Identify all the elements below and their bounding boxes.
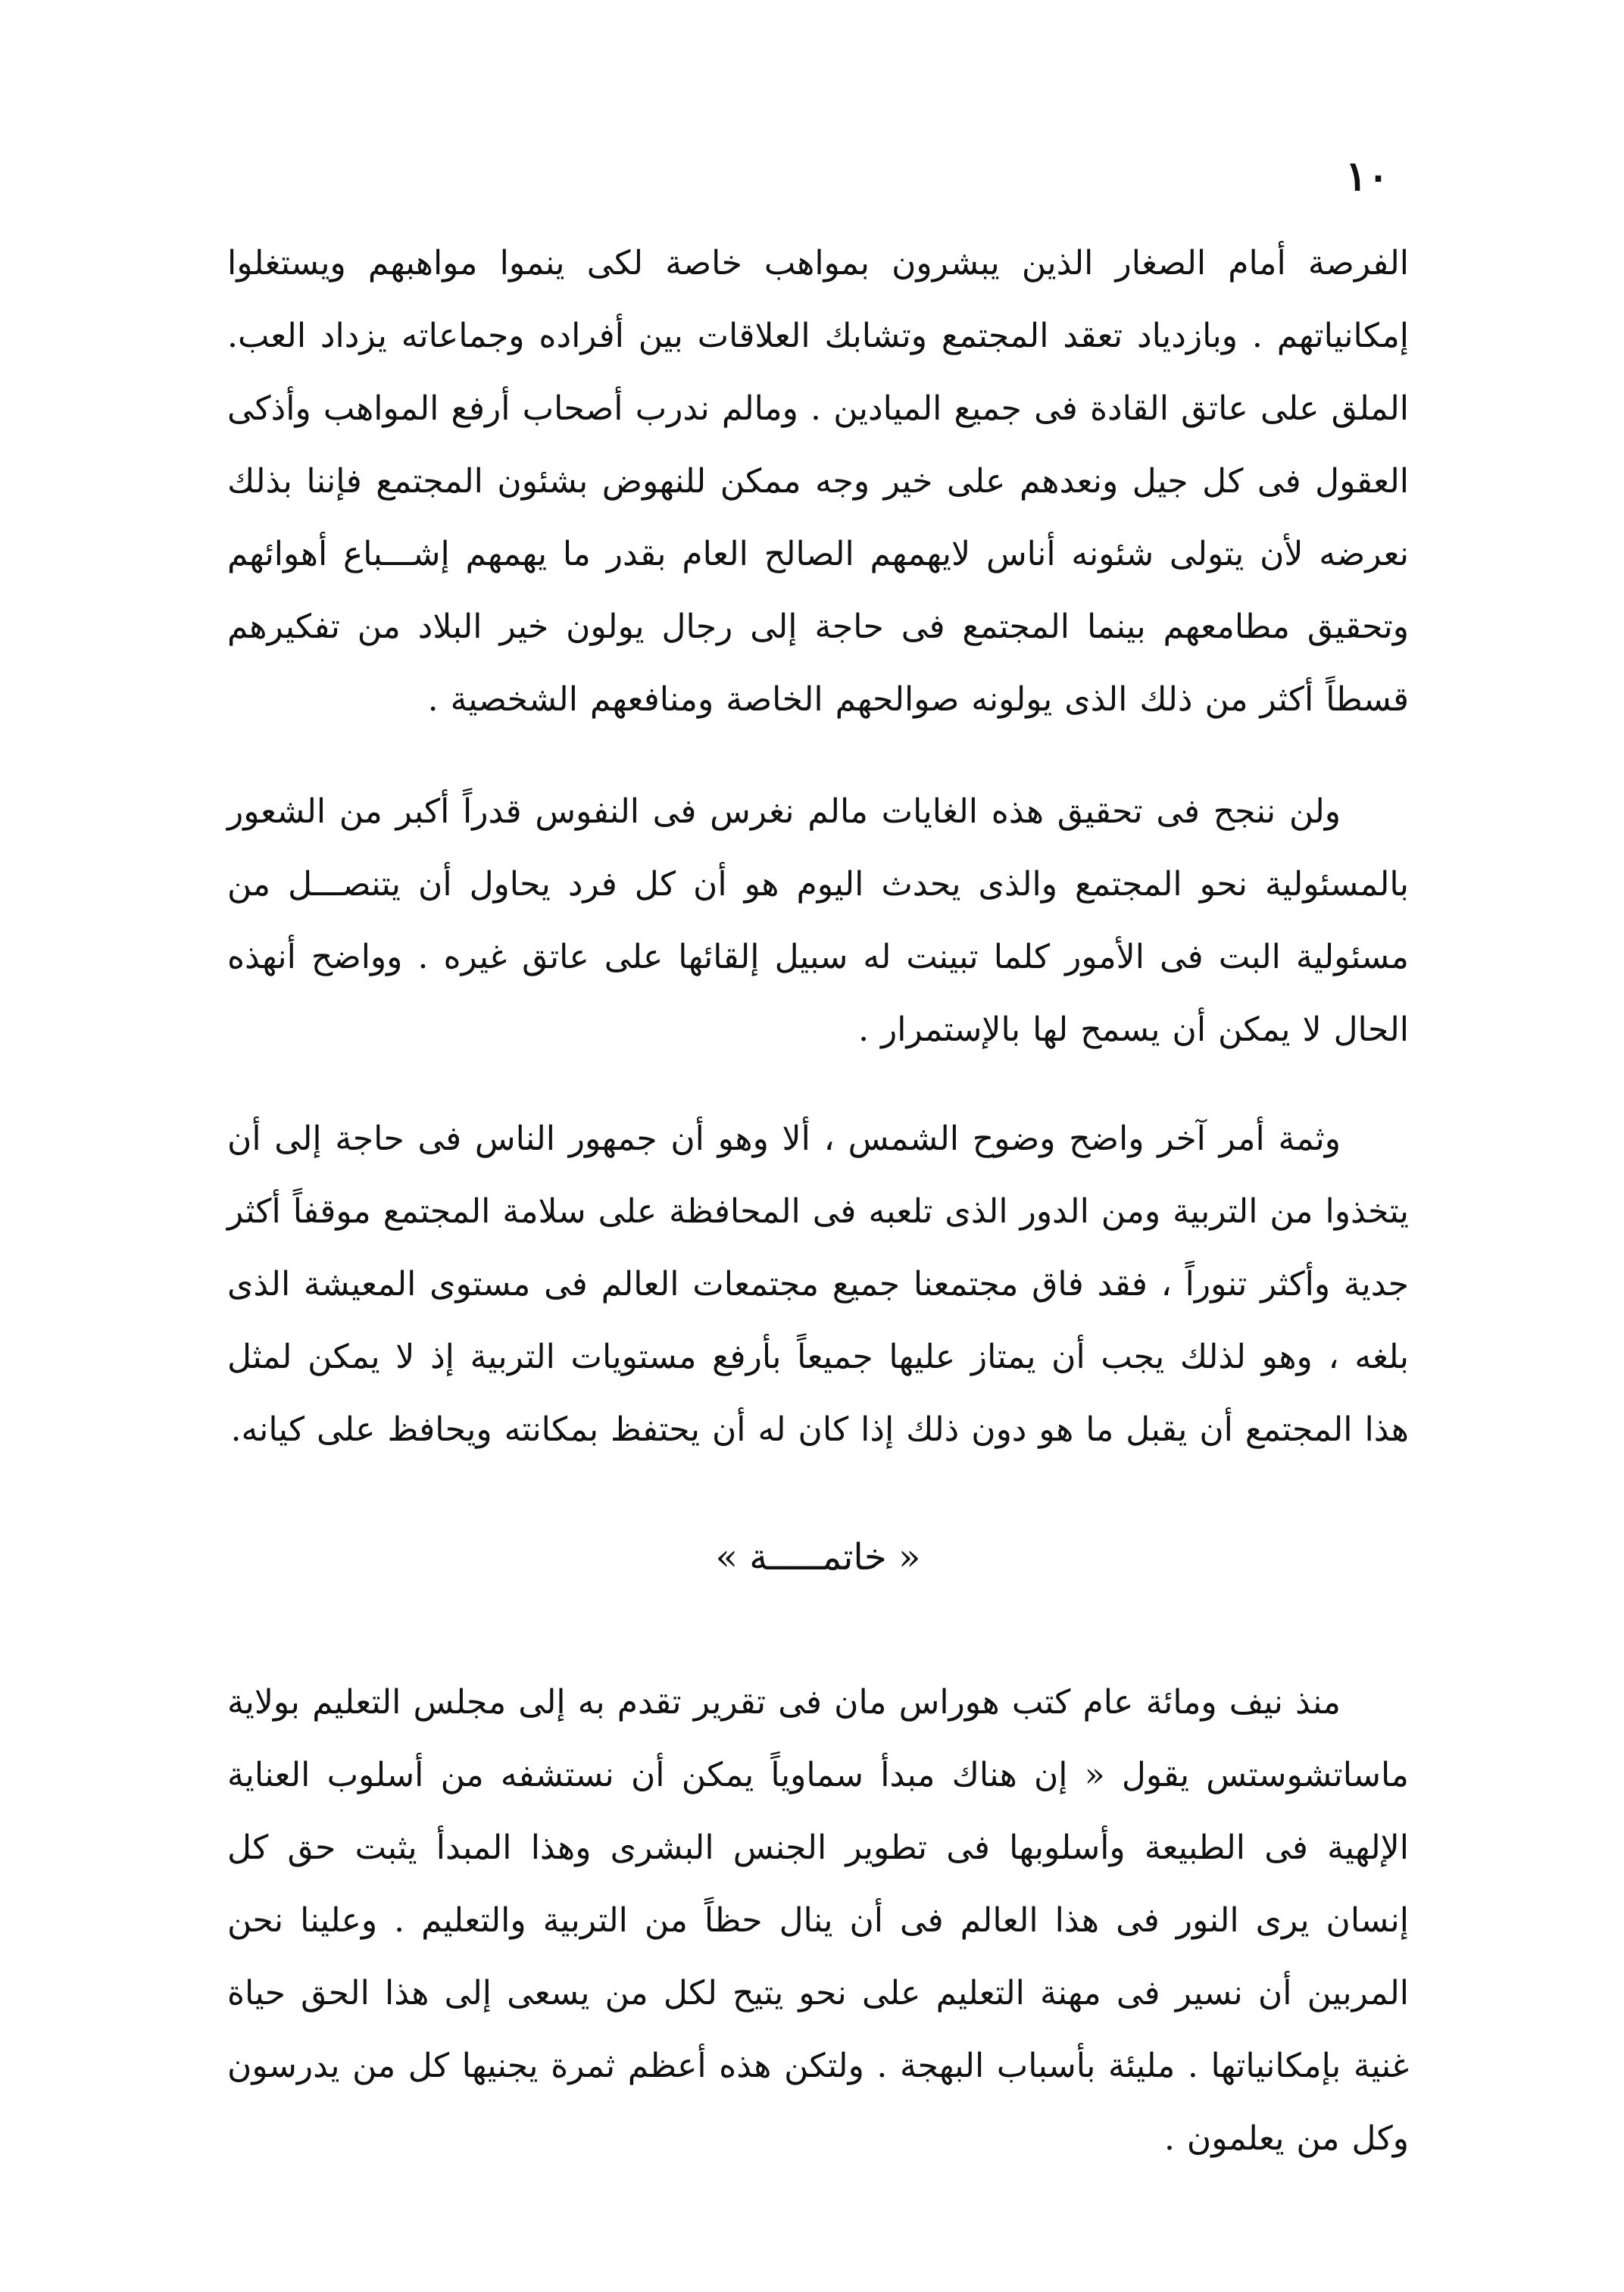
heading-spacer — [227, 1594, 1409, 1666]
document-body — [227, 227, 1409, 2175]
paragraph-1: الفرصة أمام الصغار الذين يبشرون بمواهب خاصة لكى ينموا مواهبهم ويستغلوا إمكانياتهم . وبازدياد تعقد المجتمع وتشابك العلاقات بين أفراده وجماعاته يزداد العب. الملق على عاتق القادة فى جميع الميادين . ومالم ندرب أصحاب أرفع المواهب وأذكى العقول فى كل جيل ونعدهم على خير وجه ممكن للنهوض بشئون المجتمع فإننا بذلك نعرضه لأن يتولى شئونه أناس لايهمهم الصالح العام بقدر ما يهمهم إشـــباع أهوائهم وتحقيق مطامعهم بينما المجتمع فى حاجة إلى رجال يولون خير البلاد من تفكيرهم قسطاً أكثر من ذلك الذى يولونه صوالحهم الخاصة ومنافعهم الشخصية . — [227, 244, 1409, 719]
page-number: ١٠ — [1344, 151, 1389, 200]
heading-spacer — [227, 1466, 1409, 1521]
paragraph-2: ولن ننجح فى تحقيق هذه الغايات مالم نغرس فى النفوس قدراً أكبر من الشعور بالمسئولية نحو المجتمع والذى يحدث اليوم هو أن كل فرد يحاول أن يتنصـــل من مسئولية البت فى الأمور كلما تبينت له سبيل إلقائها على عاتق غيره . وواضح أنهذه الحال لا يمكن أن يسمح لها بالإستمرار . — [227, 792, 1409, 1049]
conclusion-heading: « خاتمـــــة » — [715, 1536, 921, 1578]
paragraph-spacer — [227, 736, 1409, 776]
paragraph-4: منذ نيف ومائة عام كتب هوراس مان فى تقرير تقدم به إلى مجلس التعليم بولاية ماساتشوستس يقول « إن هناك مبدأ سماوياً يمكن أن نستشفه من أسلوب العناية الإلهية فى الطبيعة وأسلوبها فى تطوير الجنس البشرى وهذا المبدأ يثبت حق كل إنسان يرى النور فى هذا العالم فى أن ينال حظاً من التربية والتعليم . وعلينا نحن المربين أن نسير فى مهنة التعليم على نحو يتيح لكل من يسعى إلى هذا الحق حياة غنية بإمكانياتها . مليئة بأسباب البهجة . ولتكن هذه أعظم ثمرة يجنيها كل من يدرسون وكل من يعلمون . — [227, 1683, 1409, 2158]
paragraph-3: وثمة أمر آخر واضح وضوح الشمس ، ألا وهو أن جمهور الناس فى حاجة إلى أن يتخذوا من التربية ومن الدور الذى تلعبه فى المحافظة على سلامة المجتمع موقفاً أكثر جدية وأكثر تنوراً ، فقد فاق مجتمعنا جميع مجتمعات العالم فى مستوى المعيشة الذى بلغه ، وهو لذلك يجب أن يمتاز عليها جميعاً بأرفع مستويات التربية إذ لا يمكن لمثل هذا المجتمع أن يقبل ما هو دون ذلك إذا كان له أن يحتفظ بمكانته ويحافظ على كيانه. — [227, 1119, 1409, 1449]
paragraph-spacer — [227, 1066, 1409, 1103]
